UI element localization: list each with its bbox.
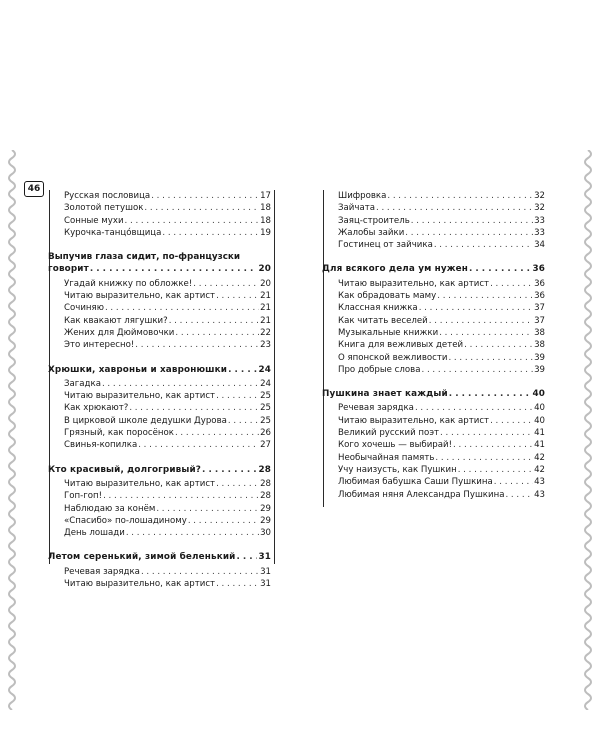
toc-section-heading [48, 548, 274, 565]
toc-section-heading [322, 385, 548, 402]
toc-section-title: говорит [48, 264, 89, 275]
toc-entry-title: Читаю выразительно, как артист [338, 278, 490, 289]
leader-dots [103, 490, 259, 502]
toc-page-number: 25 [260, 391, 271, 402]
toc-page-number: 37 [534, 303, 545, 314]
leader-dots [216, 578, 259, 590]
leader-dots [429, 315, 533, 327]
toc-page-number: 25 [260, 403, 271, 414]
toc-entry-title: Курочка-танцо́вщица [64, 227, 162, 238]
toc-page-number: 21 [260, 291, 271, 302]
toc-page-number: 23 [260, 340, 271, 351]
section-gap [50, 539, 274, 548]
leader-dots [202, 464, 257, 476]
toc-column-left [48, 190, 275, 590]
toc-entry-title: Читаю выразительно, как артист [64, 478, 216, 489]
leader-dots [102, 378, 259, 390]
leader-dots [135, 339, 259, 351]
toc-entry-title: Гоп-гоп! [64, 491, 103, 502]
leader-dots [411, 215, 533, 227]
toc-entry[interactable] [50, 439, 274, 451]
toc-entry-title: Шифровка [338, 191, 387, 201]
toc-section-heading [48, 361, 274, 378]
toc-page-number: 22 [260, 327, 271, 338]
leader-dots [193, 278, 259, 290]
leader-dots [439, 327, 533, 339]
toc-entry[interactable] [50, 478, 274, 490]
toc-page-number: 18 [260, 203, 271, 214]
toc-page-number: 18 [260, 215, 271, 226]
toc-section-heading-row [48, 263, 274, 277]
leader-dots [449, 388, 532, 400]
toc-entry[interactable] [324, 352, 548, 364]
toc-entry-title: Про добрые слова [338, 364, 421, 375]
toc-entry[interactable] [324, 327, 548, 339]
toc-entry-title: Загадка [64, 378, 101, 389]
toc-entry[interactable] [50, 339, 274, 351]
toc-page-number: 29 [260, 515, 271, 526]
toc-entry[interactable] [50, 202, 274, 214]
toc-entry-title: Как читать веселей [338, 315, 428, 326]
toc-entry-title: Свинья-копилка [64, 440, 138, 451]
leader-dots [464, 339, 533, 351]
toc-page-number: 21 [260, 315, 271, 326]
toc-entry[interactable] [50, 278, 274, 290]
toc-entry-title: Зайчата [338, 203, 375, 214]
toc-entry[interactable] [324, 489, 548, 501]
toc-page-number: 40 [534, 415, 545, 426]
toc-page-number: 32 [534, 191, 545, 201]
toc-page-number: 43 [534, 477, 545, 488]
page-number: 46 [24, 181, 44, 197]
toc-entry-title: Необычайная память [338, 452, 435, 463]
toc-entry[interactable] [324, 227, 548, 239]
toc-section-title: Пушкина знает каждый [322, 389, 448, 400]
leader-dots [376, 202, 533, 214]
toc-entry-title: Как хрюкают? [64, 403, 129, 414]
leader-dots [421, 364, 533, 376]
toc-entry-title: Гостинец от зайчика [338, 240, 433, 251]
toc-entry-title: Наблюдаю за конём [64, 503, 156, 514]
toc-page-number: 31 [260, 566, 271, 577]
leader-dots [144, 202, 259, 214]
toc-entry[interactable] [324, 464, 548, 476]
leader-dots [434, 239, 533, 251]
toc-entry[interactable] [50, 390, 274, 402]
toc-entry[interactable] [324, 476, 548, 488]
toc-section-title: Для всякого дела ум нужен [322, 264, 468, 275]
toc-entry-title: О японской вежливости [338, 352, 448, 363]
toc-entry[interactable] [50, 402, 274, 414]
toc-entry[interactable] [324, 427, 548, 439]
toc-page-number: 25 [260, 415, 271, 426]
toc-page-number: 42 [534, 464, 545, 475]
toc-entry[interactable] [324, 415, 548, 427]
toc-page-number: 39 [534, 364, 545, 375]
toc-entry[interactable] [50, 227, 274, 239]
leader-dots [138, 439, 259, 451]
toc-entry[interactable] [324, 315, 548, 327]
section-gap [50, 452, 274, 461]
toc-entry-title: Как обрадовать маму [338, 291, 437, 302]
toc-entry-title: Сонные мухи [64, 215, 124, 226]
toc-page-number: 38 [534, 327, 545, 338]
leader-dots [151, 190, 259, 202]
toc-page-number: 28 [258, 464, 271, 475]
toc-page-number: 41 [534, 440, 545, 451]
leader-dots [494, 476, 533, 488]
toc-entry-title: «Спасибо» по-лошадиному [64, 515, 187, 526]
toc-page-number: 33 [534, 227, 545, 238]
toc-entry[interactable] [324, 278, 548, 290]
leader-dots [188, 515, 259, 527]
toc-page-number: 39 [534, 352, 545, 363]
toc-entry[interactable] [50, 378, 274, 390]
toc-entry-title: Книга для вежливых детей [338, 340, 464, 351]
leader-dots [175, 327, 259, 339]
toc-section-heading [48, 461, 274, 478]
leader-dots [387, 190, 533, 202]
toc-page-number: 37 [534, 315, 545, 326]
toc-entry-title: Великий русский поэт [338, 428, 440, 439]
toc-entry-title: Как квакают лягушки? [64, 315, 168, 326]
toc-page-number: 36 [532, 264, 545, 275]
leader-dots [453, 439, 533, 451]
toc-entry[interactable] [50, 315, 274, 327]
toc-entry-title: День лошади [64, 528, 125, 539]
leader-dots [437, 290, 533, 302]
leader-dots [405, 227, 533, 239]
toc-page-number: 34 [534, 240, 545, 251]
leader-dots [90, 263, 258, 275]
toc-entry-title: Любимая бабушка Саши Пушкина [338, 477, 493, 488]
leader-dots [175, 427, 259, 439]
leader-dots [490, 415, 533, 427]
toc-page-number: 36 [534, 291, 545, 302]
toc-page-number: 29 [260, 503, 271, 514]
toc-entry[interactable] [50, 566, 274, 578]
toc-entry-title: Сочиняю [64, 303, 104, 314]
toc-entry-title: Речевая зарядка [338, 403, 414, 414]
toc-entry[interactable] [50, 215, 274, 227]
toc-entry-title: Речевая зарядка [64, 566, 140, 577]
section-gap [324, 251, 548, 260]
toc-page-number: 36 [534, 278, 545, 289]
toc-page-number: 30 [260, 528, 271, 539]
toc-page-number: 32 [534, 203, 545, 214]
toc-entry[interactable] [50, 327, 274, 339]
wavy-border-right [580, 150, 596, 710]
toc-entry-title: Заяц-строитель [338, 215, 410, 226]
leader-dots [469, 263, 531, 275]
toc-entry-title: Это интересно! [64, 340, 135, 351]
leader-dots [125, 215, 260, 227]
toc-entry[interactable] [324, 452, 548, 464]
leader-dots [126, 527, 259, 539]
toc-entry[interactable] [50, 527, 274, 539]
toc-page-number: 43 [534, 489, 545, 500]
toc-entry[interactable] [324, 339, 548, 351]
leader-dots [216, 478, 259, 490]
toc-page-number: 20 [260, 278, 271, 289]
section-gap [50, 352, 274, 361]
toc-entry-title: Золотой петушок [64, 203, 144, 214]
wavy-border-left [4, 150, 20, 710]
leader-dots [228, 364, 257, 376]
leader-dots [216, 290, 259, 302]
toc-page-number: 24 [258, 364, 271, 375]
toc-page-number: 20 [258, 264, 271, 275]
toc-entry[interactable] [324, 364, 548, 376]
leader-dots [435, 452, 533, 464]
toc-section-title: Хрюшки, хавроньи и хавронюшки [48, 364, 228, 375]
leader-dots [458, 464, 533, 476]
toc-entry-title: Грязный, как поросёнок [64, 428, 174, 439]
leader-dots [216, 390, 259, 402]
toc-page-number: 31 [258, 552, 271, 563]
leader-dots [141, 566, 259, 578]
leader-dots [228, 415, 259, 427]
toc-entry[interactable] [50, 190, 274, 202]
leader-dots [156, 503, 259, 515]
section-gap [324, 376, 548, 385]
toc-page-number: 33 [534, 215, 545, 226]
toc-section-title: Кто красивый, долгогривый? [48, 464, 202, 475]
toc-entry-title: Музыкальные книжки [338, 327, 439, 338]
toc-page-number: 40 [532, 389, 545, 400]
leader-dots [415, 402, 533, 414]
leader-dots [236, 551, 257, 563]
toc-page-number: 40 [534, 403, 545, 414]
toc-page-number: 19 [260, 227, 271, 238]
toc-page-number: 38 [534, 340, 545, 351]
toc-page-number: 41 [534, 428, 545, 439]
toc-entry[interactable] [50, 515, 274, 527]
leader-dots [440, 427, 533, 439]
leader-dots [129, 402, 259, 414]
toc-entry[interactable] [324, 302, 548, 314]
section-gap [50, 239, 274, 248]
toc-entry-title: Угадай книжку по обложке! [64, 278, 193, 289]
leader-dots [448, 352, 533, 364]
toc-entry[interactable] [50, 490, 274, 502]
leader-dots [505, 489, 533, 501]
toc-entry[interactable] [50, 290, 274, 302]
toc-entry[interactable] [50, 578, 274, 590]
leader-dots [419, 302, 533, 314]
toc-entry[interactable] [324, 402, 548, 414]
toc-section-heading [322, 260, 548, 277]
toc-entry[interactable] [50, 302, 274, 314]
toc-section-title: Летом серенький, зимой беленький [48, 552, 236, 563]
leader-dots [105, 302, 259, 314]
toc-entry[interactable] [324, 239, 548, 251]
toc-page-number: 17 [260, 191, 271, 201]
toc-page-number: 28 [260, 491, 271, 502]
toc-entry[interactable] [324, 290, 548, 302]
toc-entry-title: Классная книжка [338, 303, 418, 314]
toc-entry-title: Жених для Дюймовочки [64, 327, 175, 338]
leader-dots [490, 278, 533, 290]
toc-entry-title: Читаю выразительно, как артист [64, 391, 216, 402]
toc-entry[interactable] [50, 503, 274, 515]
toc-page-number: 28 [260, 478, 271, 489]
toc-entry-title: Любимая няня Александра Пушкина [338, 489, 505, 500]
toc-page-number: 24 [260, 378, 271, 389]
toc-page-number: 31 [260, 579, 271, 590]
toc-entry-title: Русская пословица [64, 191, 151, 201]
toc-entry-title: Читаю выразительно, как артист [64, 291, 216, 302]
toc-page-number: 42 [534, 452, 545, 463]
toc-entry-title: Кого хочешь — выбирай! [338, 440, 453, 451]
toc-section-heading: Выпучив глаза сидит, по-французски [48, 252, 241, 263]
toc-entry[interactable] [324, 190, 548, 202]
toc-entry-title: Жалобы зайки [338, 227, 405, 238]
leader-dots [162, 227, 259, 239]
toc-entry-title: Учу наизусть, как Пушкин [338, 464, 457, 475]
toc-page-number: 27 [260, 440, 271, 451]
toc-page-number: 21 [260, 303, 271, 314]
toc-entry[interactable] [324, 439, 548, 451]
toc-entry[interactable] [324, 202, 548, 214]
toc-entry[interactable] [324, 215, 548, 227]
toc-entry[interactable] [50, 427, 274, 439]
toc-entry-title: Читаю выразительно, как артист [338, 415, 490, 426]
toc-entry-title: В цирковой школе дедушки Дурова [64, 415, 227, 426]
toc-column-right [323, 190, 548, 507]
toc-page-number: 26 [260, 428, 271, 439]
toc-entry[interactable] [50, 415, 274, 427]
leader-dots [169, 315, 259, 327]
toc-entry-title: Читаю выразительно, как артист [64, 579, 216, 590]
